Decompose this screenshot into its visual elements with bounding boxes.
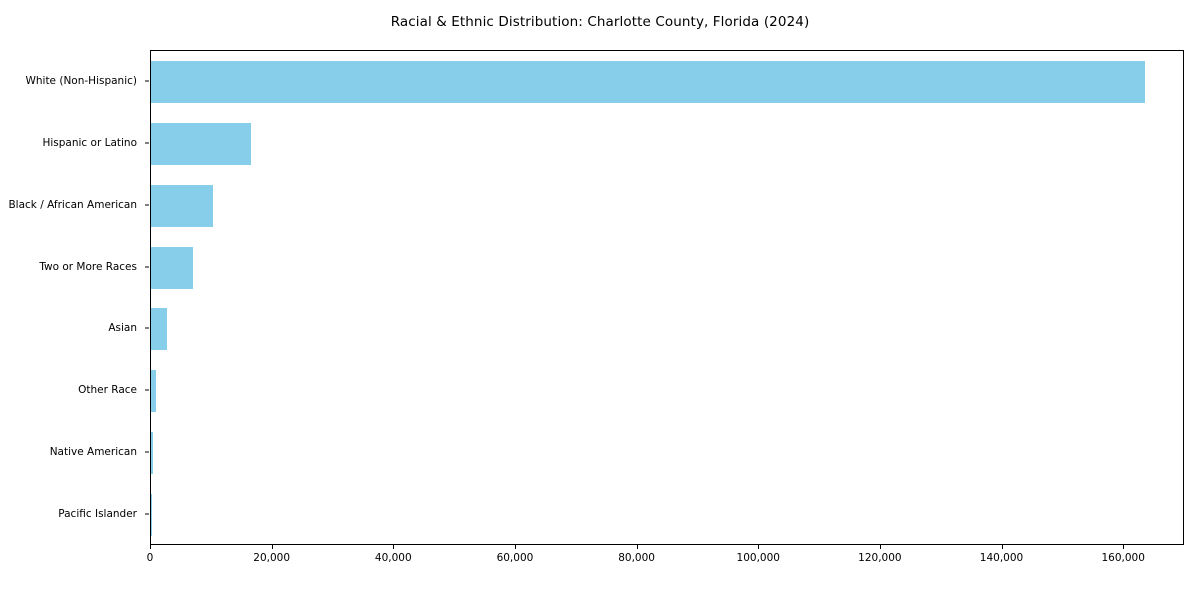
x-axis-tick-mark (515, 545, 516, 549)
x-axis-tick-mark (150, 545, 151, 549)
x-axis-tick-mark (880, 545, 881, 549)
bar (151, 185, 213, 227)
y-axis-tick-label: Native American (49, 446, 137, 459)
bar (151, 123, 251, 165)
bar (151, 370, 156, 412)
x-axis-tick-label: 0 (146, 552, 154, 564)
y-axis-tick-label: Pacific Islander (58, 508, 137, 521)
x-axis-tick-label: 20,000 (253, 552, 291, 564)
y-axis-tick-label: Other Race (78, 384, 137, 397)
bar (151, 494, 152, 536)
bar (151, 308, 167, 350)
x-axis-tick-mark (1002, 545, 1003, 549)
x-axis-tick-label: 80,000 (618, 552, 655, 564)
x-axis-ticks (146, 545, 1184, 585)
y-axis-tick-label: Two or More Races (39, 260, 137, 273)
x-axis-tick-mark (637, 545, 638, 549)
x-axis-tick-label: 120,000 (858, 552, 902, 564)
chart-title: Racial & Ethnic Distribution: Charlotte County, Florida (2024) (390, 14, 810, 30)
x-axis-tick-mark (272, 545, 273, 549)
y-axis-tick-label: Hispanic or Latino (42, 136, 137, 149)
y-axis-tick-label: Black / African American (8, 198, 137, 211)
y-axis-tick-mark (145, 328, 149, 329)
x-axis-tick-mark (393, 545, 394, 549)
x-axis-tick-mark (758, 545, 759, 549)
x-axis-tick-label: 60,000 (496, 552, 534, 564)
y-axis-tick-mark (145, 514, 149, 515)
bar (151, 61, 1145, 103)
x-axis-tick-label: 140,000 (979, 552, 1024, 564)
bar (151, 247, 193, 289)
x-axis-tick-label: 160,000 (1101, 552, 1145, 564)
plot-area (150, 50, 1184, 545)
y-axis-tick-label: White (Non-Hispanic) (25, 74, 137, 87)
y-axis-tick-mark (145, 390, 149, 391)
y-axis-tick-mark (145, 452, 149, 453)
x-axis-tick-label: 40,000 (374, 552, 412, 564)
x-axis-tick-label: 100,000 (736, 552, 780, 564)
y-axis-tick-mark (145, 80, 149, 81)
bars-layer (151, 51, 1183, 544)
y-axis-tick-mark (145, 142, 149, 143)
y-axis-tick-mark (145, 266, 149, 267)
y-axis-tick-label: Asian (108, 322, 137, 335)
y-axis-labels (0, 50, 145, 545)
bar (151, 432, 153, 474)
y-axis-tick-mark (145, 204, 149, 205)
x-axis-tick-mark (1123, 545, 1124, 549)
